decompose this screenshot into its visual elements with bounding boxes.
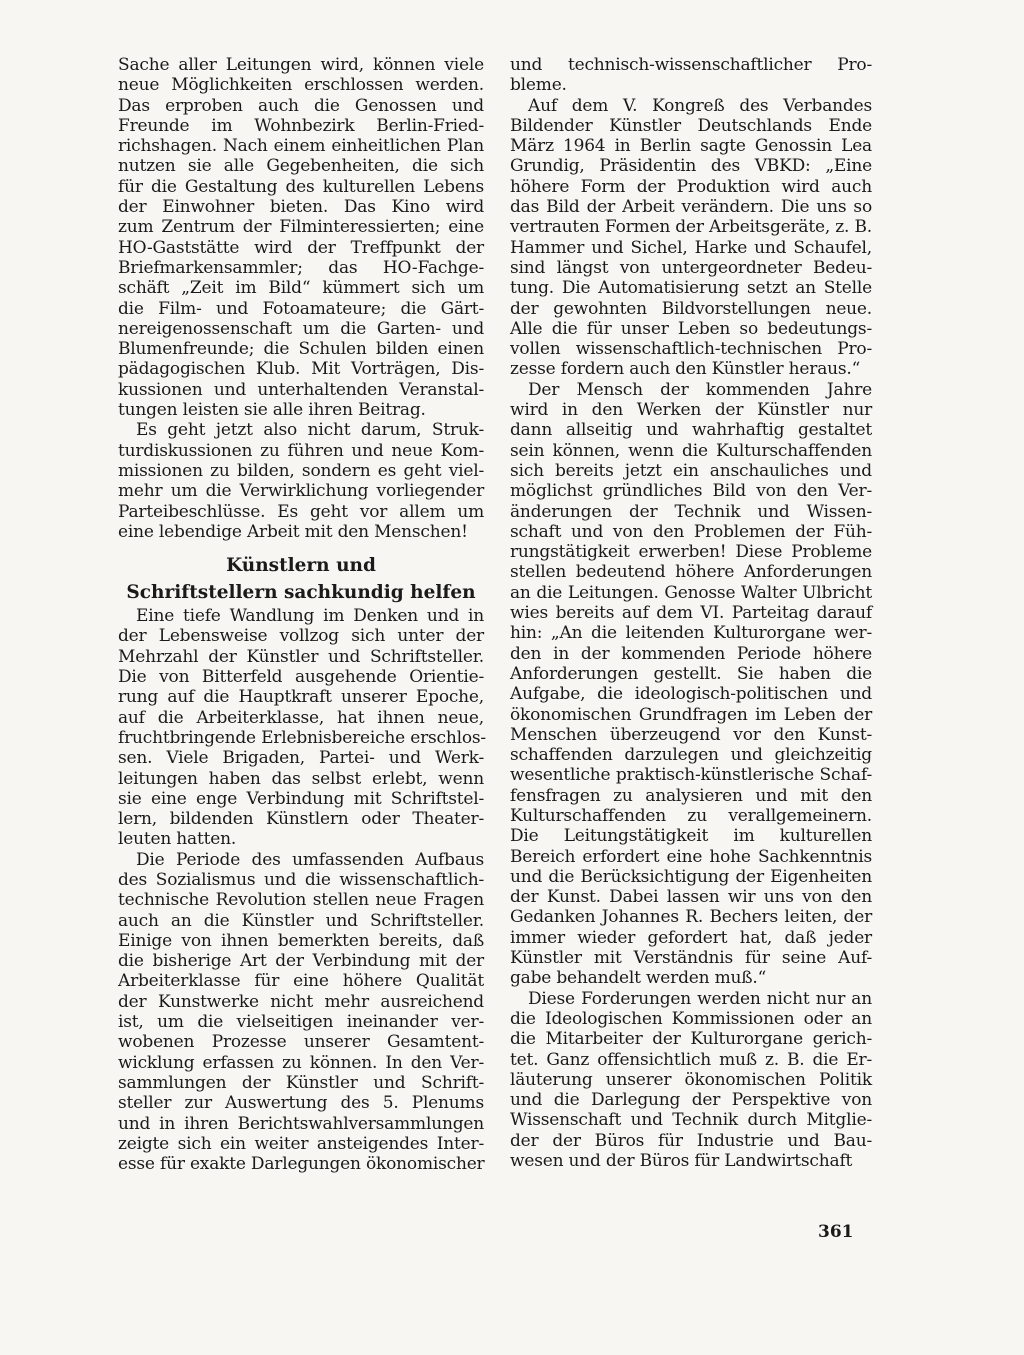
- text-line: der Kunstwerke nicht mehr ausreichend: [118, 991, 484, 1012]
- section-heading-line: Schriftstellern sachkundig helfen: [126, 582, 476, 604]
- text-line: gabe behandelt werden muß.“: [510, 968, 767, 989]
- text-line: für die Gestaltung des kulturellen Lebens: [118, 176, 484, 197]
- section-heading-line: Künstlern und: [226, 555, 376, 577]
- text-line: an die Leitungen. Genosse Walter Ulbricht: [510, 582, 872, 603]
- text-line: Eine tiefe Wandlung im Denken und in: [136, 606, 484, 627]
- text-line: der gewohnten Bildvorstellungen neue.: [510, 298, 872, 319]
- text-line: sind längst von untergeordneter Bedeu-: [510, 257, 872, 278]
- text-line: schaffenden darzulegen und gleichzeitig: [510, 745, 872, 766]
- text-line: Auf dem V. Kongreß des Verbandes: [528, 95, 872, 116]
- text-line: nutzen sie alle Gegebenheiten, die sich: [118, 156, 484, 177]
- paragraph: [510, 380, 872, 989]
- text-line: wesentliche praktisch-künstlerische Schaf-: [510, 765, 872, 786]
- text-line: sich bereits jetzt ein anschauliches und: [510, 460, 872, 481]
- text-line: esse für exakte Darlegungen ökonomischer: [118, 1154, 485, 1175]
- text-line: wies bereits auf dem VI. Parteitag darauf: [510, 603, 872, 624]
- text-line: kussionen und unterhaltenden Veranstal-: [118, 379, 484, 400]
- text-line: die Mitarbeiter der Kulturorgane gerich-: [510, 1029, 872, 1050]
- text-line: wicklung erfassen zu können. In den Ver-: [118, 1052, 484, 1073]
- text-line: Hammer und Sichel, Harke und Schaufel,: [510, 237, 872, 258]
- text-line: Bildender Künstler Deutschlands Ende: [510, 115, 872, 136]
- text-line: dann allseitig und wahrhaftig gestaltet: [510, 420, 872, 441]
- text-line: auch an die Künstler und Schriftsteller.: [118, 910, 484, 931]
- text-line: Bereich erfordert eine hohe Sachkenntnis: [510, 846, 872, 867]
- text-line: rungstätigkeit erwerben! Diese Probleme: [510, 542, 872, 563]
- text-line: richshagen. Nach einem einheitlichen Plan: [118, 136, 484, 157]
- text-line: fruchtbringende Erlebnisbereiche erschlos-: [118, 727, 486, 748]
- text-line: pädagogischen Klub. Mit Vorträgen, Dis-: [118, 359, 484, 380]
- text-line: neue Möglichkeiten erschlossen werden.: [118, 75, 484, 96]
- paragraph: [510, 989, 872, 1172]
- text-line: Sache aller Leitungen wird, können viele: [118, 55, 484, 75]
- text-line: die Film- und Fotoamateure; die Gärt-: [118, 298, 484, 319]
- paragraph: [118, 850, 484, 1175]
- text-line: nereigenossenschaft um die Garten- und: [118, 318, 484, 339]
- text-line: Es geht jetzt also nicht darum, Struk-: [136, 420, 484, 441]
- text-line: lern, bildenden Künstlern oder Theater-: [118, 809, 484, 830]
- text-line: Die Leitungstätigkeit im kulturellen: [510, 826, 872, 847]
- text-line: Kulturschaffenden zu verallgemeinern.: [510, 805, 872, 826]
- text-line: fensfragen zu analysieren und mit den: [510, 785, 872, 806]
- text-line: Blumenfreunde; die Schulen bilden einen: [118, 339, 484, 360]
- text-line: tung. Die Automatisierung setzt an Stelle: [510, 278, 872, 299]
- text-line: tungen leisten sie alle ihren Beitrag.: [118, 400, 426, 421]
- text-line: hin: „An die leitenden Kulturorgane wer-: [510, 623, 872, 644]
- text-line: und die Berücksichtigung der Eigenheiten: [510, 866, 872, 887]
- text-line: Der Mensch der kommenden Jahre: [528, 379, 872, 400]
- text-line: des Sozialismus und die wissenschaftlich-: [118, 869, 484, 890]
- text-line: höhere Form der Produktion wird auch: [510, 176, 872, 197]
- text-line: immer wieder gefordert hat, daß jeder: [510, 927, 872, 948]
- text-line: wesen und der Büros für Landwirtschaft: [510, 1151, 853, 1172]
- text-line: läuterung unserer ökonomischen Politik: [510, 1069, 872, 1090]
- text-line: der Einwohner bieten. Das Kino wird: [118, 197, 484, 218]
- text-line: sen. Viele Brigaden, Partei- und Werk-: [118, 748, 484, 769]
- text-line: Künstler mit Verständnis für seine Auf-: [510, 948, 872, 969]
- page-number: 361: [818, 1222, 854, 1242]
- text-line: die Ideologischen Kommissionen oder an: [510, 1008, 872, 1029]
- text-line: technische Revolution stellen neue Fragen: [118, 890, 484, 911]
- text-line: wird in den Werken der Künstler nur: [510, 400, 872, 421]
- text-line: Diese Forderungen werden nicht nur an: [528, 988, 872, 1009]
- text-line: Arbeiterklasse für eine höhere Qualität: [118, 971, 484, 992]
- text-line: der Lebensweise vollzog sich unter der: [118, 626, 484, 647]
- text-line: steller zur Auswertung des 5. Plenums: [118, 1093, 484, 1114]
- text-line: stellen bedeutend höhere Anforderungen: [510, 562, 872, 583]
- text-line: Wissenschaft und Technik durch Mitglie-: [510, 1110, 872, 1131]
- text-line: der Kunst. Dabei lassen wir uns von den: [510, 887, 872, 908]
- paragraph: [118, 55, 484, 420]
- text-line: Die von Bitterfeld ausgehende Orientie-: [118, 667, 484, 688]
- text-line: Menschen überzeugend vor den Kunst-: [510, 724, 872, 745]
- text-line: ökonomischen Grundfragen im Leben der: [510, 704, 872, 725]
- text-line: Anforderungen gestellt. Sie haben die: [510, 663, 872, 684]
- text-line: Freunde im Wohnbezirk Berlin-Fried-: [118, 115, 484, 136]
- text-line: sein können, wenn die Kulturschaffenden: [510, 440, 872, 461]
- text-line: leitungen haben das selbst erlebt, wenn: [118, 768, 484, 789]
- right-column: [510, 55, 872, 1171]
- text-line: den in der kommenden Periode höhere: [510, 643, 872, 664]
- text-line: der der Büros für Industrie und Bau-: [510, 1130, 872, 1151]
- text-line: Die Periode des umfassenden Aufbaus: [136, 849, 484, 870]
- text-line: die bisherige Art der Verbindung mit der: [118, 951, 484, 972]
- paragraph: [118, 420, 484, 542]
- text-line: Grundig, Präsidentin des VBKD: „Eine: [510, 156, 872, 177]
- text-line: leuten hatten.: [118, 829, 237, 850]
- text-line: änderungen der Technik und Wissen-: [510, 501, 872, 522]
- text-line: vollen wissenschaftlich-technischen Pro-: [510, 339, 872, 360]
- text-line: zum Zentrum der Filminteressierten; eine: [118, 217, 484, 238]
- text-line: Parteibeschlüsse. Es geht vor allem um: [118, 501, 484, 522]
- text-line: wobenen Prozesse unserer Gesamtent-: [118, 1032, 484, 1053]
- text-line: Einige von ihnen bemerkten bereits, daß: [118, 930, 484, 951]
- text-line: zesse fordern auch den Künstler heraus.“: [510, 359, 861, 380]
- text-line: Gedanken Johannes R. Bechers leiten, der: [510, 907, 872, 928]
- text-line: schäft „Zeit im Bild“ kümmert sich um: [118, 278, 484, 299]
- text-line: vertrauten Formen der Arbeitsgeräte, z. B.: [510, 217, 872, 238]
- text-line: Alle die für unser Leben so bedeutungs-: [510, 318, 872, 339]
- text-line: zeigte sich ein weiter ansteigendes Inter-: [118, 1133, 484, 1154]
- text-line: ist, um die vielseitigen ineinander ver-: [118, 1012, 484, 1033]
- paragraph: [118, 606, 484, 850]
- text-line: Briefmarkensammler; das HO-Fachge-: [118, 257, 484, 278]
- text-line: eine lebendige Arbeit mit den Menschen!: [118, 521, 468, 542]
- text-line: und die Darlegung der Perspektive von: [510, 1090, 872, 1111]
- text-line: tet. Ganz offensichtlich muß z. B. die Er-: [510, 1049, 872, 1070]
- left-column: [118, 55, 484, 1174]
- text-line: mehr um die Verwirklichung vorliegender: [118, 481, 484, 502]
- text-line: turdiskussionen zu führen und neue Kom-: [118, 440, 484, 461]
- paragraph: [510, 96, 872, 380]
- text-line: sie eine enge Verbindung mit Schriftstel-: [118, 788, 484, 809]
- text-line: bleme.: [510, 75, 567, 96]
- text-line: Das erproben auch die Genossen und: [118, 95, 484, 116]
- text-line: März 1964 in Berlin sagte Genossin Lea: [510, 136, 872, 157]
- text-line: schaft und von den Problemen der Füh-: [510, 521, 872, 542]
- text-line: und in ihren Berichtswahlversammlungen: [118, 1113, 484, 1134]
- text-line: Aufgabe, die ideologisch-politischen und: [510, 684, 872, 705]
- text-line: und technisch-wissenschaftlicher Pro-: [510, 55, 872, 75]
- text-line: rung auf die Hauptkraft unserer Epoche,: [118, 687, 484, 708]
- text-line: das Bild der Arbeit verändern. Die uns so: [510, 197, 872, 218]
- text-line: möglichst gründliches Bild von den Ver-: [510, 481, 872, 502]
- section-heading: [118, 552, 484, 606]
- paragraph: [510, 55, 872, 96]
- text-line: Mehrzahl der Künstler und Schriftsteller.: [118, 646, 484, 667]
- text-line: missionen zu bilden, sondern es geht viel-: [118, 460, 484, 481]
- text-line: HO-Gaststätte wird der Treffpunkt der: [118, 237, 484, 258]
- text-line: sammlungen der Künstler und Schrift-: [118, 1072, 484, 1093]
- text-line: auf die Arbeiterklasse, hat ihnen neue,: [118, 707, 484, 728]
